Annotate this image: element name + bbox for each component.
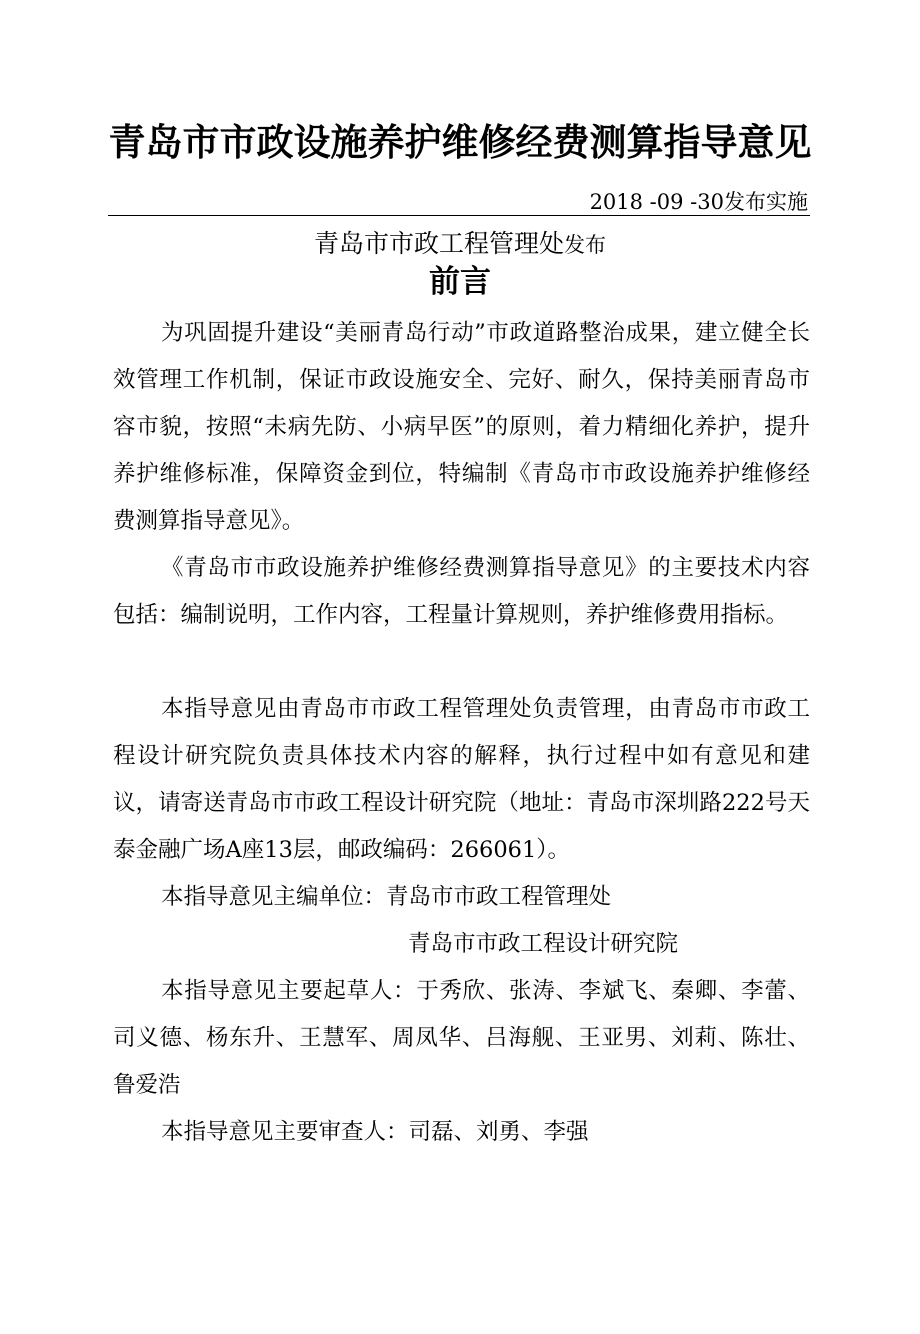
issue-date: 2018 -09 -30发布实施 [589,190,808,214]
paragraph-purpose: 为巩固提升建设“美丽青岛行动”市政道路整治成果，建立健全长效管理工作机制，保证市政设施安全、完好、耐久，保持美丽青岛市容市貌，按照“未病先防、小病早医”的原则，着力精细化养护，提升养护维修标准，保障资金到位，特编制《青岛市市政设施养护维修经费测算指导意见》。 [113,320,810,534]
document-title: 青岛市市政设施养护维修经费测算指导意见 [108,120,812,164]
chief-editors-line [161,874,611,921]
chief-editor-unit-2: 青岛市市政工程设计研究院 [408,931,679,957]
paragraph-management: 本指导意见由青岛市市政工程管理处负责管理，由青岛市市政工程设计研究院负责具体技术内容的解释，执行过程中如有意见和建议，请寄送青岛市市政工程设计研究院（地址：青岛市深圳路222号天泰金融广场A座13层，邮政编码：266061）。 [113,696,810,863]
chief-editor-unit-1: 青岛市市政工程管理处 [386,884,612,910]
publisher-name: 青岛市市政工程管理处 [313,229,564,258]
publisher-suffix: 发布 [564,233,606,257]
publisher-line [0,224,920,260]
chief-editors-label: 本指导意见主编单位： [161,884,387,910]
paragraph-contents: 《青岛市市政设施养护维修经费测算指导意见》的主要技术内容包括：编制说明，工作内容，工程量计算规则，养护维修费用指标。 [113,555,810,628]
drafters-paragraph: 本指导意见主要起草人：于秀欣、张涛、李斌飞、秦卿、李蕾、司义德、杨东升、王慧军、周凤华、吕海舰、王亚男、刘莉、陈壮、鲁爱浩 [113,978,810,1098]
preface-heading: 前言 [429,264,491,300]
title-divider [108,215,810,216]
reviewers-line: 本指导意见主要审查人：司磊、刘勇、李强 [161,1119,589,1145]
